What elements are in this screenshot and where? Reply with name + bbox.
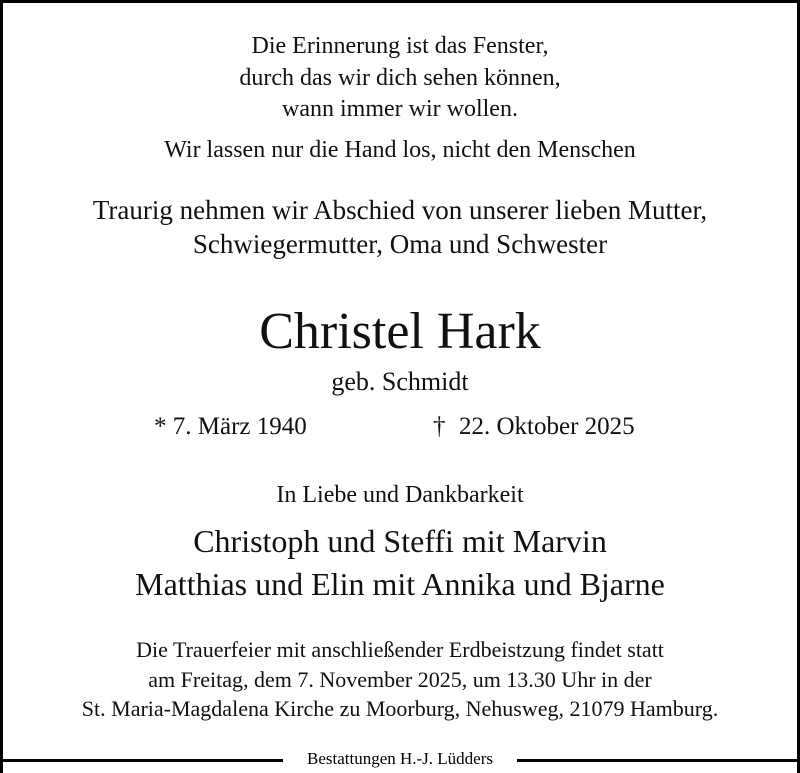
service-line-3: St. Maria-Magdalena Kirche zu Moorburg, Nehusweg, 21079 Hamburg.: [81, 696, 719, 721]
verse-line-3: wann immer wir wollen.: [282, 96, 518, 122]
service-line-1: Die Trauerfeier mit anschließender Erdbeistzung findet statt: [136, 637, 664, 662]
verse-line-2: durch das wir dich sehen können,: [239, 65, 561, 91]
verse-line-4: Wir lassen nur die Hand los, nicht den Menschen: [164, 137, 636, 163]
service-line-2: am Freitag, dem 7. November 2025, um 13.30 Uhr in der: [148, 667, 652, 692]
cross-icon: †: [433, 413, 446, 440]
mourners-preface: In Liebe und Dankbarkeit: [276, 482, 524, 508]
death-date: 22. Oktober 2025: [459, 413, 635, 440]
deceased-name: Christel Hark: [259, 303, 541, 360]
mourner-family-1: Christoph und Steffi mit Marvin: [193, 523, 607, 559]
undertaker-name: Bestattungen H.-J. Lüdders: [301, 749, 499, 768]
undertaker-footer: [0, 749, 800, 773]
verse-line-1: Die Erinnerung ist das Fenster,: [251, 33, 549, 59]
intro-line-1: Traurig nehmen wir Abschied von unserer lieben Mutter,: [92, 195, 708, 225]
birth-name: geb. Schmidt: [331, 367, 469, 396]
intro-line-2: Schwiegermutter, Oma und Schwester: [192, 229, 608, 259]
undertaker-name-wrap: [0, 749, 800, 769]
mourner-family-2: Matthias und Elin mit Annika und Bjarne: [135, 566, 665, 602]
birth-date: * 7. März 1940: [154, 413, 307, 440]
